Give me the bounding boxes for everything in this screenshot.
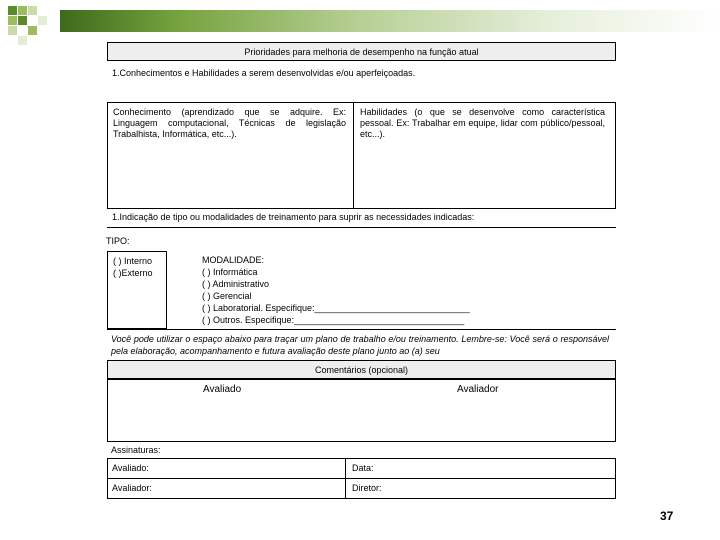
- signature-column-divider: [345, 458, 346, 499]
- modalidade-option-administrativo[interactable]: ( ) Administrativo: [202, 279, 270, 289]
- decor-square: [8, 16, 17, 25]
- decor-square: [18, 36, 27, 45]
- signature-diretor[interactable]: Diretor:: [352, 483, 382, 493]
- signatures-label: Assinaturas:: [111, 445, 161, 455]
- tipo-label: TIPO:: [106, 236, 130, 246]
- page-number: 37: [660, 509, 674, 523]
- modalidade-option-informatica[interactable]: ( ) Informática: [202, 267, 258, 277]
- comments-box[interactable]: [107, 379, 616, 442]
- comments-avaliado-label: Avaliado: [203, 384, 242, 395]
- decor-square: [38, 16, 47, 25]
- section-1-heading: 1.Conhecimentos e Habilidades a serem desenvolvidas e/ou aperfeiçoadas.: [112, 68, 416, 78]
- tipo-option-interno[interactable]: ( ) Interno: [113, 256, 153, 266]
- decor-square: [8, 26, 17, 35]
- form-title-bar: [107, 42, 616, 61]
- comments-title: Comentários (opcional): [314, 365, 409, 375]
- knowledge-description: Conhecimento (aprendizado que se adquire. Ex: Linguagem computacional, Técnicas de legislação Trabalhista, Informática, etc...).: [113, 107, 346, 139]
- plan-note: Você pode utilizar o espaço abaixo para traçar um plano de trabalho e/ou treinamento. Lembre-se: Você será o responsável pela elaboração, acompanhamento e futura avaliação deste plano junto ao (a) seu: [111, 334, 609, 356]
- signature-data[interactable]: Data:: [352, 463, 374, 473]
- modalidade-label: MODALIDADE:: [202, 255, 265, 265]
- form-title: Prioridades para melhoria de desempenho na função atual: [244, 47, 479, 57]
- decor-square: [28, 6, 37, 15]
- tipo-option-externo[interactable]: ( )Externo: [113, 268, 153, 278]
- header-gradient-band: [60, 10, 720, 32]
- signature-avaliador[interactable]: Avaliador:: [112, 483, 152, 493]
- column-divider: [353, 102, 354, 209]
- decor-square: [18, 6, 27, 15]
- training-indication-heading: 1.Indicação de tipo ou modalidades de treinamento para suprir as necessidades indicadas:: [112, 212, 475, 222]
- decor-square: [28, 26, 37, 35]
- signature-row-divider: [107, 478, 616, 479]
- skills-description: Habilidades (o que se desenvolve como característica pessoal. Ex: Trabalhar em equipe, lidar com público/pessoal, etc...).: [360, 107, 605, 139]
- divider-line: [107, 227, 616, 228]
- modalidade-option-outros[interactable]: ( ) Outros. Especifique:__________________________________: [202, 315, 465, 325]
- decor-square: [8, 6, 17, 15]
- divider-line: [107, 329, 616, 330]
- comments-bar: [107, 360, 616, 379]
- signature-avaliado[interactable]: Avaliado:: [112, 463, 149, 473]
- decor-square: [18, 16, 27, 25]
- modalidade-option-laboratorial[interactable]: ( ) Laboratorial. Especifique:_______________________________: [202, 303, 470, 313]
- modalidade-option-gerencial[interactable]: ( ) Gerencial: [202, 291, 252, 301]
- comments-avaliador-label: Avaliador: [457, 384, 499, 395]
